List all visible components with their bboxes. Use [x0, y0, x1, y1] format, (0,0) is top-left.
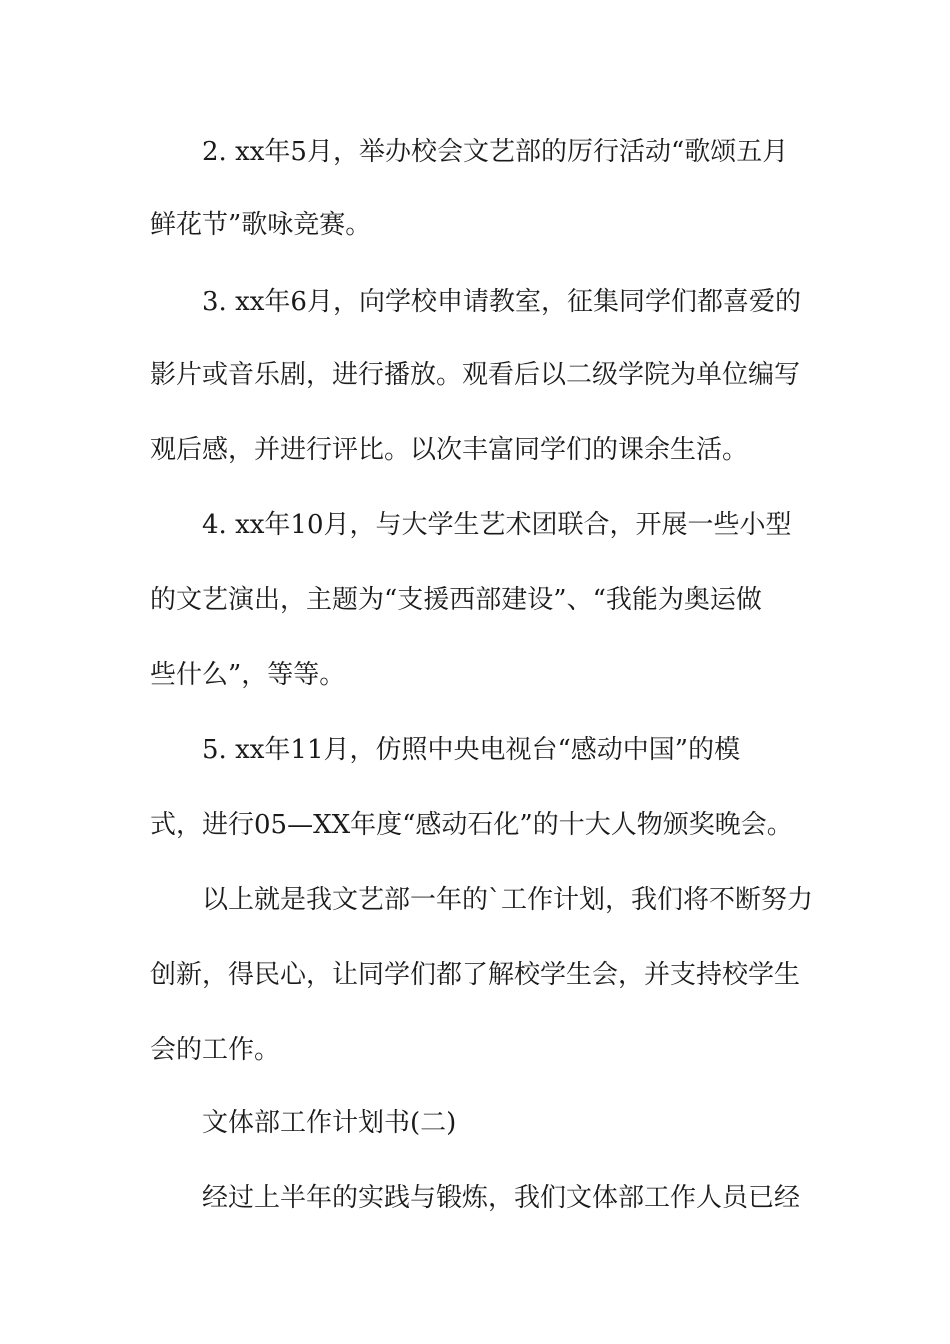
text-line: 些什么”，等等。: [150, 660, 346, 690]
text-line: 2. xx年5月，举办校会文艺部的厉行活动“歌颂五月: [202, 137, 789, 167]
text-line: 以上就是我文艺部一年的`工作计划，我们将不断努力: [202, 885, 814, 915]
text-line: 3. xx年6月，向学校申请教室，征集同学们都喜爱的: [202, 287, 801, 317]
text-line: 观后感，并进行评比。以次丰富同学们的课余生活。: [150, 435, 749, 465]
text-line: 4. xx年10月，与大学生艺术团联合，开展一些小型: [202, 510, 792, 540]
text-line: 经过上半年的实践与锻炼，我们文体部工作人员已经: [202, 1183, 801, 1213]
section-heading: 文体部工作计划书(二): [202, 1108, 457, 1138]
text-line: 式，进行05—XX年度“感动石化”的十大人物颁奖晚会。: [150, 810, 793, 840]
text-line: 5. xx年11月，仿照中央电视台“感动中国”的模: [202, 735, 741, 765]
text-line: 的文艺演出，主题为“支援西部建设”、“我能为奥运做: [150, 585, 762, 615]
text-line: 创新，得民心，让同学们都了解校学生会，并支持校学生: [150, 960, 801, 990]
text-line: 影片或音乐剧，进行播放。观看后以二级学院为单位编写: [150, 360, 801, 390]
text-line: 会的工作。: [150, 1035, 281, 1065]
text-line: 鲜花节”歌咏竞赛。: [150, 210, 372, 240]
